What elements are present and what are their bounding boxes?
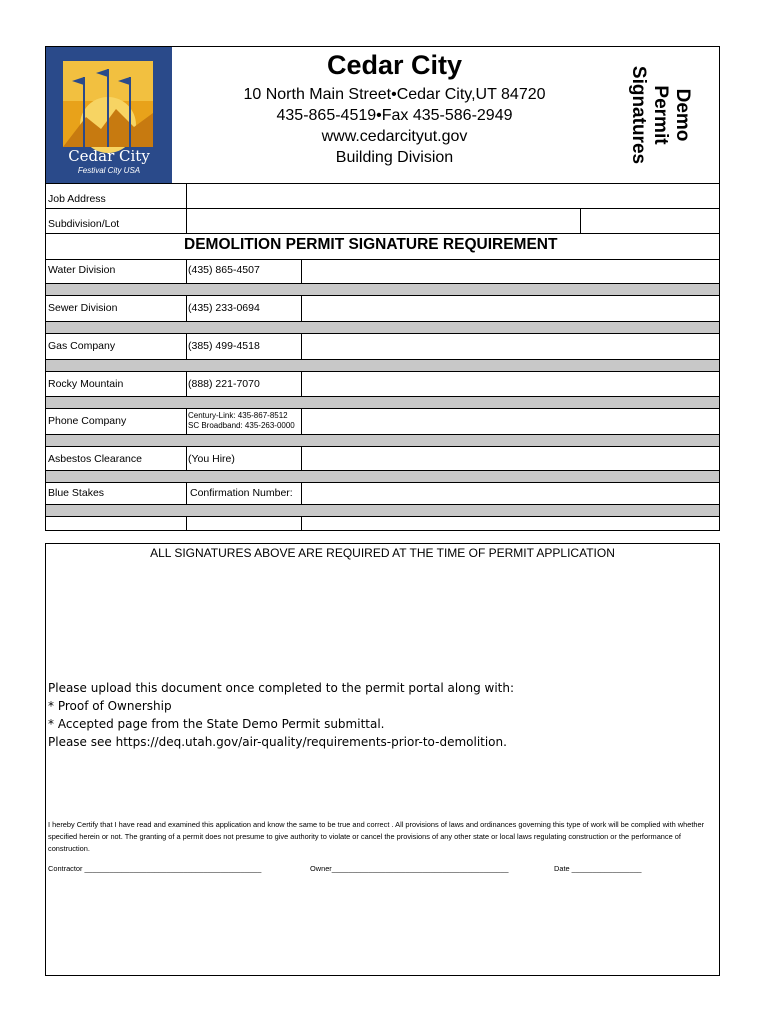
upload-item-state-permit: * Accepted page from the State Demo Permit submittal. xyxy=(48,717,385,731)
logo-text: Cedar City xyxy=(68,147,150,165)
lot-field[interactable] xyxy=(581,209,719,233)
owner-signature-line[interactable]: Owner___________________________________________ xyxy=(310,864,509,873)
row-label-blue-stakes: Blue Stakes xyxy=(48,487,105,499)
section-title: DEMOLITION PERMIT SIGNATURE REQUIREMENT xyxy=(184,236,558,253)
subdivision-field[interactable] xyxy=(187,209,580,233)
row-label-phone: Phone Company xyxy=(48,415,127,427)
signature-field-phone[interactable] xyxy=(302,409,719,434)
job-address-field[interactable] xyxy=(187,184,719,208)
row-contact-rocky-mountain: (888) 221-7070 xyxy=(188,378,260,390)
row-contact-phone-line-2: SC Broadband: 435-263-0000 xyxy=(188,421,295,430)
logo-tagline: Festival City USA xyxy=(77,166,141,175)
upload-line: Please upload this document once completed to the permit portal along with: xyxy=(48,681,515,695)
row-label-asbestos: Asbestos Clearance xyxy=(48,453,142,465)
row-contact-gas: (385) 499-4518 xyxy=(188,340,260,352)
upload-instructions xyxy=(48,679,514,751)
side-title-line-2: Permit xyxy=(650,85,671,145)
notes-box xyxy=(45,543,720,976)
cedar-city-logo xyxy=(46,47,172,183)
row-contact-phone-line-1: Century-Link: 435-867-8512 xyxy=(188,411,288,420)
upload-item-ownership: * Proof of Ownership xyxy=(48,699,172,713)
org-website[interactable]: www.cedarcityut.gov xyxy=(321,128,468,145)
org-name: Cedar City xyxy=(326,50,463,80)
org-phones: 435-865-4519•Fax 435-586-2949 xyxy=(276,107,513,124)
row-label-water: Water Division xyxy=(48,264,116,276)
org-division: Building Division xyxy=(335,149,454,166)
row-contact-water: (435) 865-4507 xyxy=(188,264,260,276)
signature-field-rocky-mountain[interactable] xyxy=(302,372,719,396)
side-title-line-1: Demo xyxy=(672,88,693,142)
row-label-rocky-mountain: Rocky Mountain xyxy=(48,378,124,390)
org-address: 10 North Main Street•Cedar City,UT 84720 xyxy=(243,86,546,103)
signature-field-blue-stakes[interactable] xyxy=(302,483,719,504)
contractor-signature-line[interactable]: Contractor ___________________________________________ xyxy=(48,864,262,873)
certification-text: I hereby Certify that I have read and examined this application and know the same to be true and correct . All provisions of laws and ordinances governing this type of work will be complied with whether specified herein or not. The granting of a permit does not presume to give authority to violate or cancel the provisions of any other state or local laws regulating construction or the performance of construction. xyxy=(48,820,705,853)
subdivision-label: Subdivision/Lot xyxy=(48,218,120,230)
side-title xyxy=(605,50,715,180)
signature-field-water[interactable] xyxy=(302,260,719,283)
row-label-sewer: Sewer Division xyxy=(48,302,118,314)
date-line[interactable]: Date _________________ xyxy=(554,864,642,873)
required-notice: ALL SIGNATURES ABOVE ARE REQUIRED AT THE TIME OF PERMIT APPLICATION xyxy=(150,546,615,560)
signature-field-asbestos[interactable] xyxy=(302,447,719,470)
row-contact-sewer: (435) 233-0694 xyxy=(188,302,260,314)
row-label-gas: Gas Company xyxy=(48,340,116,352)
see-link-line[interactable]: Please see https://deq.utah.gov/air-quality/requirements-prior-to-demolition. xyxy=(48,735,507,749)
side-title-line-3: Signatures xyxy=(628,65,649,165)
signature-field-gas[interactable] xyxy=(302,334,719,359)
signature-field-sewer[interactable] xyxy=(302,296,719,321)
job-address-label: Job Address xyxy=(48,193,106,205)
row-contact-asbestos: (You Hire) xyxy=(188,453,235,465)
row-contact-blue-stakes: Confirmation Number: xyxy=(190,487,293,499)
blank-row[interactable] xyxy=(46,517,719,530)
